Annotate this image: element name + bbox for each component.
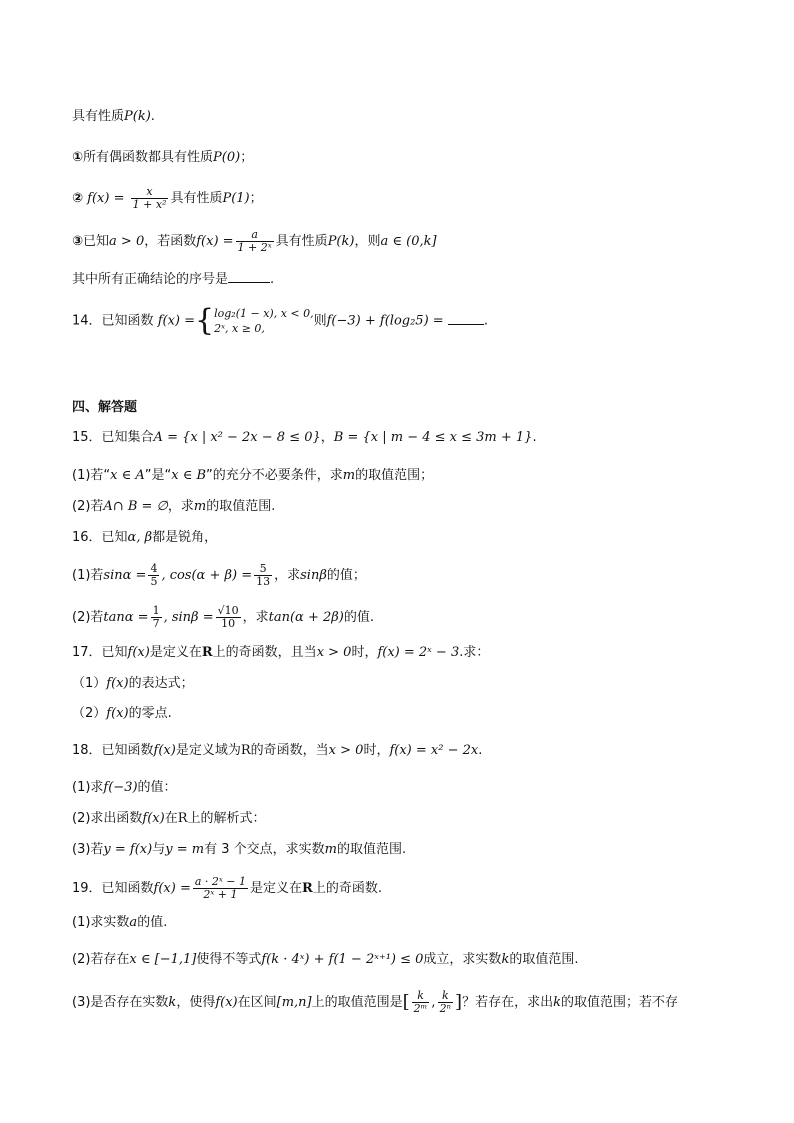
math: f(x) = <box>153 881 191 896</box>
question-19 <box>72 876 382 901</box>
answer-prompt <box>72 270 274 290</box>
math: sinβ <box>300 568 327 583</box>
text: 具有性质 <box>275 234 328 249</box>
text: （1） <box>72 676 107 691</box>
text: ，使得 <box>176 995 216 1010</box>
math: f(x) <box>106 706 129 721</box>
text: 是定义在 <box>250 881 303 896</box>
math: y = m <box>165 842 205 857</box>
text: ”的充分不必要条件，求 <box>206 468 343 483</box>
text: 的取值范围； <box>355 468 434 483</box>
question-15 <box>72 428 537 448</box>
piecewise-cases <box>214 306 314 336</box>
math: A = {x | x² − 2x − 8 ≤ 0} <box>153 430 321 445</box>
text: ，求 <box>167 499 194 514</box>
text: 19．已知函数 <box>72 881 154 896</box>
text: . <box>532 430 537 445</box>
math: f(x) = <box>196 234 234 249</box>
numerator: k <box>412 990 430 1003</box>
question-number: 14． <box>72 313 102 329</box>
text: 时， <box>363 743 390 758</box>
text: (2)若 <box>72 610 104 625</box>
text: 的奇函数，当 <box>250 743 329 758</box>
question-19-part-3 <box>72 990 678 1015</box>
case: log₂(1 − x), x < 0, <box>214 307 314 320</box>
math: f(x) = x² − 2x <box>389 743 479 758</box>
case: 2ˣ, x ≥ 0, <box>214 322 265 335</box>
text: (1)若 <box>72 568 104 583</box>
text: 的取值范围. <box>206 499 276 514</box>
math: R <box>240 743 251 758</box>
text: ？若存在，求出 <box>462 995 554 1010</box>
denominator: 2ᵐ <box>413 1002 428 1015</box>
fraction <box>254 563 272 588</box>
text: 的值； <box>326 568 366 583</box>
math: m <box>324 842 337 857</box>
question-15-part-1 <box>72 466 433 486</box>
question-18-part-2 <box>72 809 266 829</box>
text: (1)求实数 <box>72 915 130 930</box>
math: k <box>168 995 177 1010</box>
text: . <box>270 272 275 287</box>
comma: , <box>431 995 436 1010</box>
text: ，求 <box>242 610 269 625</box>
text: 所有偶函数都具有性质 <box>83 150 214 165</box>
text: 与 <box>152 842 166 857</box>
text: 都是锐角， <box>152 530 218 545</box>
denominator: 2ⁿ <box>439 1002 452 1015</box>
numerator: k <box>438 990 453 1003</box>
math: f(x) = <box>157 313 196 329</box>
marker: ③ <box>72 234 84 249</box>
text: 在区间 <box>237 995 277 1010</box>
text: 的零点. <box>128 706 172 721</box>
denominator: 1 + x² <box>132 198 167 211</box>
text: 的取值范围；若不存 <box>560 995 678 1010</box>
statement-1 <box>72 148 253 168</box>
math: a ∈ (0,k] <box>380 234 437 249</box>
math: P(k) <box>327 234 355 249</box>
fraction <box>151 605 162 630</box>
question-18 <box>72 741 482 761</box>
math: f(x) <box>153 743 176 758</box>
text: ； <box>249 191 263 206</box>
text: (2)求出函数 <box>72 811 143 826</box>
denominator: 2ˣ + 1 <box>203 888 238 901</box>
bracket: [ <box>402 991 410 1013</box>
bracket: ] <box>455 991 463 1013</box>
question-17-part-1 <box>72 674 194 694</box>
math: tan(α + 2β) <box>268 610 344 625</box>
text: ， <box>320 430 334 445</box>
math: α, β <box>127 530 153 545</box>
math: f(x) <box>127 645 150 660</box>
denominator: 7 <box>152 617 160 630</box>
fraction <box>236 229 274 254</box>
math: f(x) <box>142 811 165 826</box>
math: x ∈ [−1,1] <box>129 952 197 967</box>
math: f(x) = <box>87 191 125 206</box>
math: [m,n] <box>276 995 312 1010</box>
math: m <box>342 468 356 483</box>
text: ，若函数 <box>144 234 197 249</box>
text: (3)是否存在实数 <box>72 995 169 1010</box>
question-18-part-1 <box>72 778 177 798</box>
text: (1)求 <box>72 780 104 795</box>
math: y = f(x) <box>103 842 153 857</box>
text: ，求 <box>274 568 301 583</box>
numerator: a · 2ˣ − 1 <box>194 875 247 888</box>
math: P(0) <box>213 150 241 165</box>
text: 已知函数 <box>101 313 154 329</box>
math: k <box>553 995 561 1010</box>
math: x > 0 <box>316 645 352 660</box>
marker: ① <box>72 150 84 165</box>
text: 成立，求实数 <box>423 952 502 967</box>
numerator: 5 <box>254 563 272 576</box>
denominator: 1 + 2ˣ <box>237 241 272 254</box>
question-16-part-2 <box>72 605 374 630</box>
text: 是定义在 <box>149 645 202 660</box>
math: f(k · 4ˣ) + f(1 − 2ˣ⁺¹) ≤ 0 <box>261 952 424 967</box>
text: ”是“ <box>144 468 172 483</box>
answer-blank <box>228 270 270 283</box>
property-line <box>72 107 155 127</box>
text: 的取值范围. <box>336 842 407 857</box>
text: 的值. <box>137 915 168 930</box>
text: 上的奇函数. <box>312 881 382 896</box>
math: , cos(α + β) = <box>161 568 253 583</box>
denominator: 5 <box>150 575 158 588</box>
math: f(−3) + f(log₂5) = <box>326 313 444 329</box>
math: m <box>193 499 207 514</box>
text: 18．已知函数 <box>72 743 154 758</box>
text: (2)若 <box>72 499 104 514</box>
math: f(−3) <box>103 780 138 795</box>
text: 15．已知集合 <box>72 430 154 445</box>
question-18-part-3 <box>72 840 406 860</box>
math: x > 0 <box>328 743 364 758</box>
text: .求： <box>459 645 490 660</box>
text: 的值. <box>343 610 374 625</box>
math: a <box>129 915 138 930</box>
text: . <box>150 109 155 124</box>
text: 具有性质 <box>170 191 223 206</box>
math: P(k) <box>124 109 151 124</box>
math: R <box>201 645 213 660</box>
text: 的取值范围. <box>509 952 579 967</box>
question-17 <box>72 643 489 663</box>
text: 在 <box>164 811 178 826</box>
numerator: 4 <box>150 562 158 575</box>
question-16 <box>72 528 217 548</box>
text: 已知 <box>83 234 110 249</box>
math: f(x) <box>215 995 238 1010</box>
text: 上的取值范围是 <box>311 995 403 1010</box>
text: . <box>483 313 488 329</box>
denominator: 10 <box>221 617 236 630</box>
math: R <box>177 811 188 826</box>
text: 上的解析式： <box>187 811 266 826</box>
math: x ∈ B <box>171 468 207 483</box>
math: A∩ B = ∅ <box>103 499 168 514</box>
section-title: 四、解答题 <box>72 400 138 415</box>
text: 上的奇函数，且当 <box>212 645 317 660</box>
text: 则 <box>313 313 327 329</box>
text: 有 3 个交点，求实数 <box>204 842 325 857</box>
text: 17．已知 <box>72 645 128 660</box>
text: 是定义域为 <box>175 743 241 758</box>
text: (1)若“ <box>72 468 111 483</box>
text: 16．已知 <box>72 530 128 545</box>
statement-3 <box>72 229 437 254</box>
text: 的表达式； <box>128 676 194 691</box>
math: f(x) <box>106 676 129 691</box>
math: x ∈ A <box>110 468 145 483</box>
question-19-part-2 <box>72 950 578 970</box>
numerator: √10 <box>217 604 239 617</box>
text: 的值： <box>137 780 177 795</box>
brace: { <box>195 303 215 338</box>
numerator: a <box>236 229 274 242</box>
fraction <box>438 990 453 1015</box>
answer-blank <box>448 312 484 325</box>
math: f(x) = 2ˣ − 3 <box>377 645 460 660</box>
text: ； <box>240 150 254 165</box>
text: (2)若存在 <box>72 952 130 967</box>
fraction <box>216 605 241 630</box>
numerator: x <box>131 186 169 199</box>
question-17-part-2 <box>72 704 172 724</box>
text: 其中所有正确结论的序号是 <box>72 272 229 287</box>
math: tanα = <box>103 610 149 625</box>
fraction <box>412 990 430 1015</box>
fraction <box>131 186 169 211</box>
fraction <box>193 876 248 901</box>
numerator: 1 <box>152 604 160 617</box>
text: 时， <box>351 645 378 660</box>
denominator: 13 <box>256 575 271 588</box>
math: P(1) <box>222 191 250 206</box>
text: 使得不等式 <box>196 952 262 967</box>
math: R <box>302 881 313 896</box>
math: , sinβ = <box>163 610 214 625</box>
question-19-part-1 <box>72 913 167 933</box>
text: ，则 <box>354 234 381 249</box>
fraction <box>148 563 159 588</box>
question-16-part-1 <box>72 563 366 588</box>
text: (3)若 <box>72 842 104 857</box>
math: k <box>501 952 510 967</box>
question-15-part-2 <box>72 497 275 517</box>
text: . <box>478 743 483 758</box>
math: B = {x | m − 4 ≤ x ≤ 3m + 1} <box>333 430 533 445</box>
question-14 <box>72 303 488 338</box>
text: （2） <box>72 706 107 721</box>
statement-2 <box>72 186 263 211</box>
math: a > 0 <box>109 234 145 249</box>
marker: ② <box>72 191 84 206</box>
math: sinα = <box>103 568 147 583</box>
text: 具有性质 <box>72 109 125 124</box>
